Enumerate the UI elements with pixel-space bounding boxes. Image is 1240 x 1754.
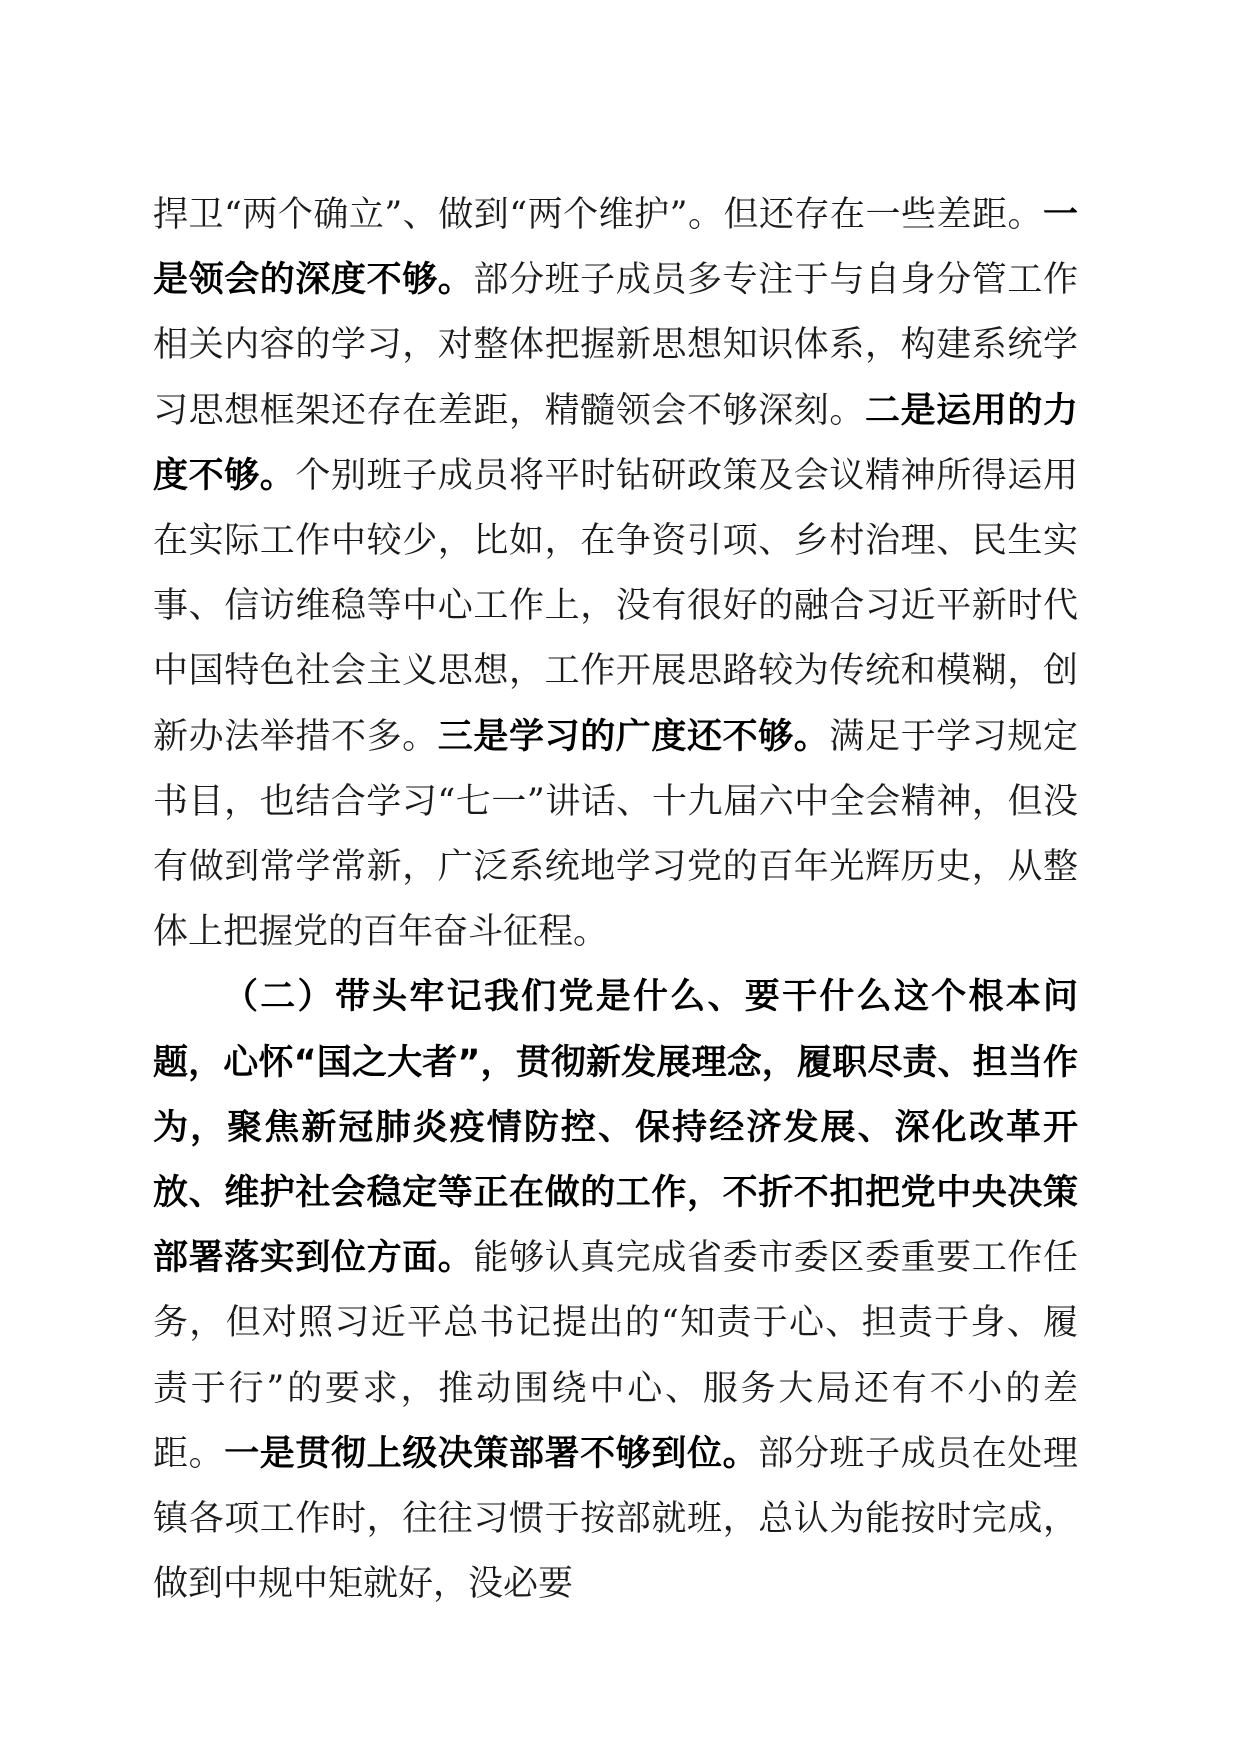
paragraph-text: 捍卫“两个确立”、做到“两个维护”。但还存在一些差距。 [153,195,1043,235]
paragraph-text: 部分班子成员多专注于与自身分管工作相关内容的学习，对整体把握新思想知识体系，构建系统学习思想框架还存在差距，精髓领会不够深刻。 [153,260,1078,431]
paragraph-text: 能够认真完成省委市委区委重要工作任务，但对照习近平总书记提出的“知责于心、担责于身、履责于行”的要求，推动围绕中心、服务大局还有不小的差距。 [153,1238,1078,1474]
paragraph-text: 个别班子成员将平时钻研政策及会议精神所得运用在实际工作中较少，比如，在争资引项、乡村治理、民生实事、信访维稳等中心工作上，没有很好的融合习近平新时代中国特色社会主义思想，工作开展思路较为传统和模糊，创新办法举措不多。 [153,455,1078,757]
section-heading: （二）带头牢记我们党是什么、要干什么这个根本问题，心怀“国之大者”，贯彻新发展理念，履职尽责、担当作为，聚焦新冠肺炎疫情防控、保持经济发展、深化改革开放、维护社会稳定等正在做的工作，不折不扣把党中央决策部署落实到位方面。 [153,977,1078,1279]
paragraph-text: 部分班子成员在处理镇各项工作时，往往习惯于按部就班，总认为能按时完成，做到中规中矩就好，没必要 [153,1433,1078,1605]
paragraph-section-two [153,965,1078,1617]
bold-point-breadth: 三是学习的广度还不够。 [437,716,830,757]
paragraph-text: 满足于学习规定书目，也结合学习“七一”讲话、十九届六中全会精神，但没有做到常学常新，广泛系统地学习党的百年光辉历史，从整体上把握党的百年奋斗征程。 [153,716,1078,953]
document-body [153,183,1078,1617]
bold-point-implementation: 一是贯彻上级决策部署不够到位。 [224,1433,759,1474]
bold-point-application: 二是运用的力度不够。 [153,390,1078,496]
bold-point-depth: 一是领会的深度不够。 [153,195,1078,301]
paragraph-study-gaps [153,183,1078,965]
